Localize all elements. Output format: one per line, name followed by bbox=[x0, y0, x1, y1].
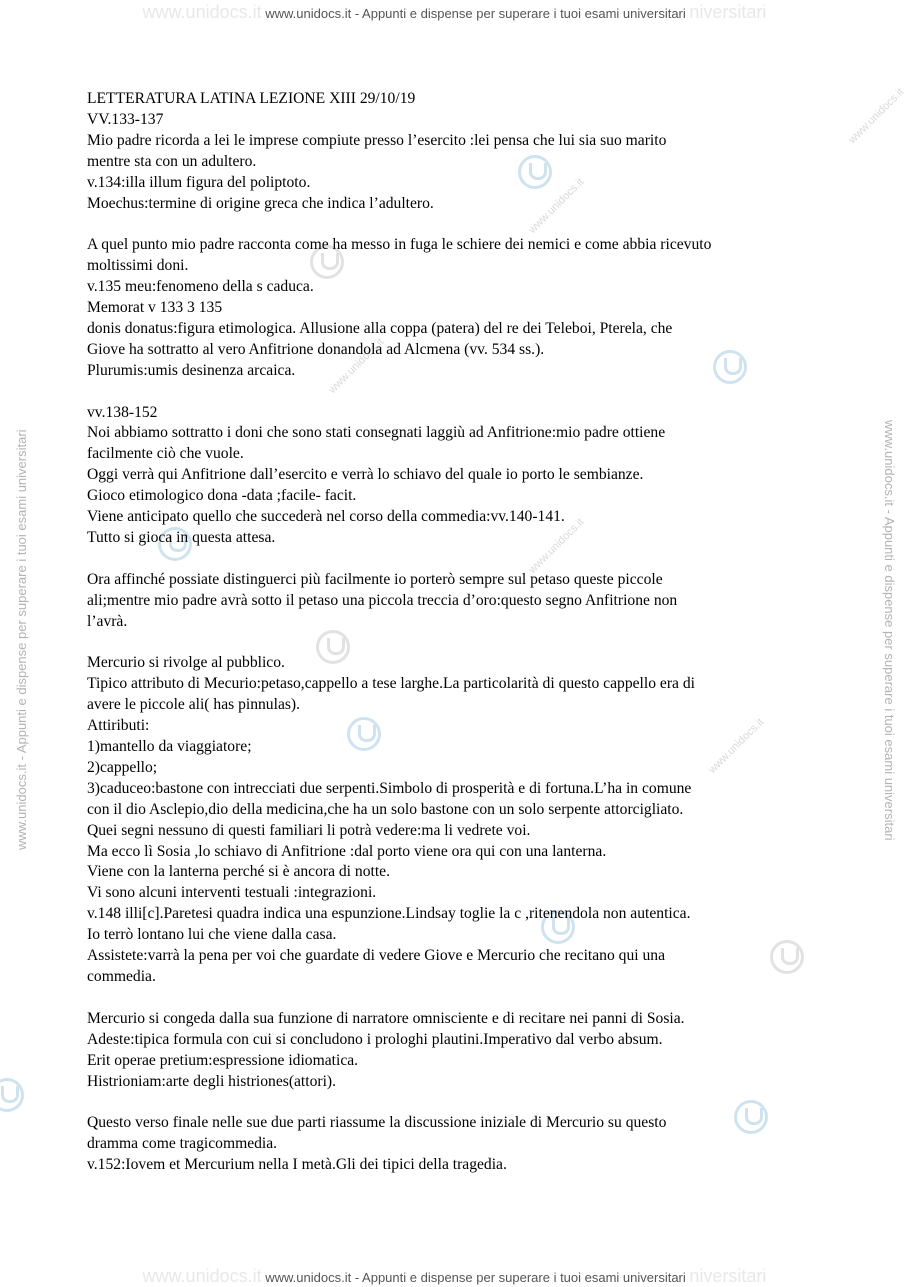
text-line: moltissimi doni. bbox=[87, 257, 189, 275]
paragraph-gap bbox=[87, 214, 827, 235]
text-line: Gioco etimologico dona -data ;facile- facit. bbox=[87, 487, 357, 505]
text-line: Mercurio si rivolge al pubblico. bbox=[87, 654, 285, 672]
text-line: Assistete:varrà la pena per voi che guardate di vedere Giove e Mercurio che recitano qui una bbox=[87, 947, 666, 965]
text-line: Adeste:tipica formula con cui si concludono i prologhi plautini.Imperativo dal verbo absum. bbox=[87, 1030, 663, 1048]
text-line: vv.138-152 bbox=[87, 403, 158, 421]
watermark-left-side: www.unidocs.it - Appunti e dispense per superare i tuoi esami universitari bbox=[14, 429, 29, 850]
text-line: l’avrà. bbox=[87, 612, 128, 630]
text-line: Ma ecco lì Sosia ,lo schiavo di Anfitrione :dal porto viene ora qui con una lanterna. bbox=[87, 842, 607, 860]
watermark-diagonal: www.unidocs.it bbox=[526, 516, 587, 576]
watermark-diagonal: www.unidocs.it bbox=[326, 336, 387, 396]
text-line: avere le piccole ali( has pinnulas). bbox=[87, 696, 301, 714]
text-line: VV.133-137 bbox=[87, 110, 164, 128]
text-line: A quel punto mio padre racconta come ha messo in fuga le schiere dei nemici e come abbia ricevuto bbox=[87, 236, 712, 254]
text-line: dramma come tragicommedia. bbox=[87, 1135, 278, 1153]
text-line: Noi abbiamo sottratto i doni che sono stati consegnati laggiù ad Anfitrione:mio padre ottiene bbox=[87, 424, 666, 442]
text-line: 2)cappello; bbox=[87, 758, 158, 776]
text-line: Attiributi: bbox=[87, 717, 150, 735]
text-line: Quei segni nessuno di questi familiari li potrà vedere:ma li vedrete voi. bbox=[87, 821, 531, 839]
text-line: v.134:illa illum figura del poliptoto. bbox=[87, 173, 311, 191]
watermark-diagonal: www.unidocs.it bbox=[846, 86, 907, 146]
watermark-bottom-text: www.unidocs.it - Appunti e dispense per superare i tuoi esami universitari bbox=[265, 1270, 686, 1285]
text-line: Mercurio si congeda dalla sua funzione di narratore omnisciente e di recitare nei panni di Sosia. bbox=[87, 1009, 685, 1027]
text-line: Ora affinché possiate distinguerci più facilmente io porterò sempre sul petaso queste piccole bbox=[87, 570, 663, 588]
text-line: v.148 illi[c].Paretesi quadra indica una espunzione.Lindsay toglie la c ,ritenendola non autentica. bbox=[87, 905, 691, 923]
text-line: Histrioniam:arte degli histriones(attori). bbox=[87, 1072, 337, 1090]
watermark-bottom bbox=[0, 1266, 909, 1287]
watermark-top-text: www.unidocs.it - Appunti e dispense per superare i tuoi esami universitari bbox=[265, 6, 686, 21]
text-line: facilmente ciò che vuole. bbox=[87, 445, 244, 463]
text-line: 3)caduceo:bastone con intrecciati due serpenti.Simbolo di prosperità e di fortuna.L’ha in comune bbox=[87, 779, 692, 797]
watermark-ghost-left: www.unidocs.it bbox=[142, 1266, 262, 1286]
text-line: Tutto si gioca in questa attesa. bbox=[87, 529, 276, 546]
text-line: v.152:Iovem et Mercurium nella I metà.Gli dei tipici della tragedia. bbox=[87, 1156, 507, 1174]
text-line: Moechus:termine di origine greca che indica l’adultero. bbox=[87, 194, 434, 212]
document-body bbox=[87, 89, 827, 1176]
watermark-diagonal: www.unidocs.it bbox=[706, 716, 767, 776]
text-line: commedia. bbox=[87, 968, 156, 985]
text-line: con il dio Asclepio,dio della medicina,che ha un solo bastone con un solo serpente attorcigliato. bbox=[87, 800, 684, 818]
text-line: 1)mantello da viaggiatore; bbox=[87, 738, 252, 756]
watermark-top bbox=[0, 2, 909, 23]
text-line: Vi sono alcuni interventi testuali :integrazioni. bbox=[87, 884, 377, 902]
text-line: Giove ha sottratto al vero Anfitrione donandola ad Alcmena (vv. 534 ss.). bbox=[87, 340, 545, 358]
text-line: Oggi verrà qui Anfitrione dall’esercito e verrà lo schiavo del quale io porto le sembianze. bbox=[87, 466, 644, 484]
text-line: donis donatus:figura etimologica. Allusione alla coppa (patera) del re dei Teleboi, Pterela, che bbox=[87, 319, 673, 337]
text-line: mentre sta con un adultero. bbox=[87, 152, 257, 170]
text-line: Io terrò lontano lui che viene dalla casa. bbox=[87, 926, 337, 944]
text-line: ali;mentre mio padre avrà sotto il petaso una piccola treccia d’oro:questo segno Anfitrione non bbox=[87, 591, 678, 609]
watermark-diagonal: www.unidocs.it bbox=[526, 176, 587, 236]
paragraph-gap bbox=[87, 382, 827, 403]
paragraph-gap bbox=[87, 549, 827, 570]
document-title: LETTERATURA LATINA LEZIONE XIII 29/10/19 bbox=[87, 90, 416, 107]
text-line: Plurumis:umis desinenza arcaica. bbox=[87, 361, 296, 379]
paragraph-gap bbox=[87, 1092, 827, 1113]
paragraph-gap bbox=[87, 633, 827, 654]
text-line: Tipico attributo di Mecurio:petaso,cappello a tese larghe.La particolarità di questo cappello era di bbox=[87, 675, 695, 693]
watermark-ghost-right: niversitari bbox=[689, 2, 767, 22]
text-line: Viene anticipato quello che succederà nel corso della commedia:vv.140-141. bbox=[87, 508, 565, 526]
paragraph-gap bbox=[87, 988, 827, 1009]
text-line: v.135 meu:fenomeno della s caduca. bbox=[87, 278, 314, 296]
text-line: Erit operae pretium:espressione idiomatica. bbox=[87, 1051, 359, 1069]
watermark-right-side: www.unidocs.it - Appunti e dispense per superare i tuoi esami universitari bbox=[882, 420, 897, 841]
watermark-ghost-left: www.unidocs.it bbox=[142, 2, 262, 22]
text-line: Mio padre ricorda a lei le imprese compiute presso l’esercito :lei pensa che lui sia suo marito bbox=[87, 131, 667, 149]
watermark-ghost-right: niversitari bbox=[689, 1266, 767, 1286]
text-line: Questo verso finale nelle sue due parti riassume la discussione iniziale di Mercurio su questo bbox=[87, 1114, 667, 1132]
text-line: Viene con la lanterna perché si è ancora di notte. bbox=[87, 863, 390, 881]
unidocs-logo-icon bbox=[0, 1078, 24, 1112]
text-line: Memorat v 133 3 135 bbox=[87, 299, 223, 317]
